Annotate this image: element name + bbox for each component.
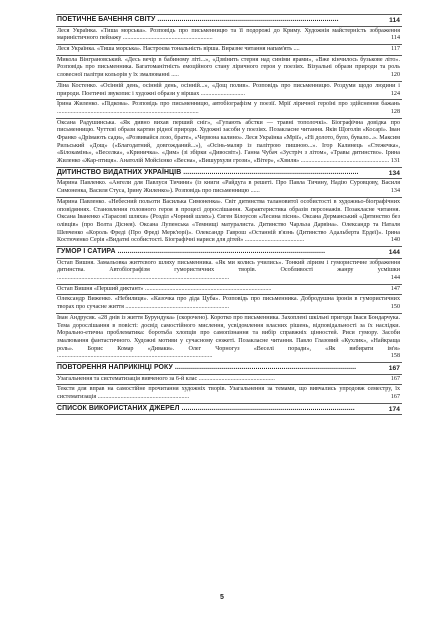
toc-entry xyxy=(56,55,402,81)
entry-text: Леся Українка. «Тиша морська». Настроєва тональність вірша. Виразне читання напам'ять .... xyxy=(57,46,300,52)
entry-text: Остап Вишня «Перший диктант» ................................................................................... xyxy=(57,285,272,292)
toc-entry xyxy=(56,313,402,362)
entry-text: Іван Андрусяк. «28 днів із життя Бурундука» (скорочено). Коротко про письменника. Захоплені шкільні пригоди Івася Бондарчука. Тема дорослішання в повісті: досвід самостійного мислення, усвідомлення власних рішень, відповідальності за їх наслідки. Морально-етична проблематика: боротьба хлопців про самопізнання та вибір справжніх цінностей. Риси гумору. Засоби змалювання фантастичного. Художні мотиви у сучасному сюжеті. Позакласне читання. Павло Глазовий «Кухлик», «Найкраща роль». Борис Комар «Диваки». Олег Чорногуз «Веселі поради», «Як вибирати ім'я» ...................................................................................................... xyxy=(57,314,400,360)
section-heading xyxy=(56,403,402,416)
entry-page-number: 128 xyxy=(390,108,400,115)
toc-entry xyxy=(56,374,402,385)
section-heading xyxy=(56,246,402,258)
entry-page-number: 167 xyxy=(388,364,400,372)
toc-entry xyxy=(56,178,402,196)
entry-page-number: 131 xyxy=(390,158,400,165)
entry-text: Олександр Виженко. «Небилиця». «Казочка про діда Цуба». Розповідь про письменника. Добродушна іронія в гумористичних творах про сучасне життя .................................................................... xyxy=(57,296,400,311)
entry-page-number: 140 xyxy=(390,237,400,244)
entry-page-number: 144 xyxy=(390,275,400,282)
entry-text: Микола Вінграновський. «Десь вечір в бабиному літі...», «Дзвінить стерня над синіми ярами», «Вже кінчилось бузькове літо». Розповідь про письменника. Багатоманітність емоційного стану ліричного героя у поезіях. Візуальні образи природи та роль словесної палітри кольорів у їх змалюванні ..... xyxy=(57,56,400,79)
toc-entry xyxy=(56,44,402,55)
toc-entry xyxy=(56,284,402,295)
entry-page-number: 120 xyxy=(390,72,400,79)
entry-page-number: 167 xyxy=(390,394,400,401)
entry-text: Ірина Жиленко. «Підкова». Розповідь про письменницю, автобіографізм у поезії. Мрії ліричної героїні про здійснення бажань ............................................................................................. xyxy=(57,101,400,115)
toc-entry xyxy=(56,81,402,99)
toc-entry xyxy=(56,99,402,117)
entry-page-number: 117 xyxy=(391,46,400,52)
toc-entry xyxy=(56,26,402,44)
toc-entry xyxy=(56,197,402,246)
entry-text: Ліна Костенко. «Осінній день, осінній день, осінній...», «Дощ полив». Розповідь про письменницю. Роздуми щодо людини і природи. Поетичні звукопис і художні образи у віршах ............................. xyxy=(57,82,400,97)
entry-text: Оксана Радушинська. «Як дивно вихав перший сніг», «Гупають абстки — травні тополочкі». Біографічна довідка про письменницю. Чуттєві образи картин рідної природи. Художні засоби у поезіях. Позакласне читання. Яків Щоголів «Косарі». Іван Франко «Дрімають сади», «Розвивайся лозо, брате», «Червона калино». Леся Українка «Мрії», «Ні долото, було, бувало...». Максим Рильський «Дощ» («Благодатний, довгожданий...»), «Осінь-маляр із палітрою пишною...». Ігор Калинець «Стежечка», «Білокамінь», «Веселка», «Криничка». «Дим» (зі збірки «Дивосвіт»). Ганна Чубач «Зустріч з літом», «Травы дитинство». Ірина Жиленко «Жар-птиця». Анатолій Мойсієнко «Весна», «Вишурхули грози», «Вітер», «Хвиля» .......................................................... xyxy=(57,119,400,165)
toc-entry xyxy=(56,294,402,312)
entry-page-number: 114 xyxy=(391,35,400,42)
table-of-contents xyxy=(56,14,402,415)
section-heading xyxy=(56,362,402,374)
entry-page-number: 114 xyxy=(389,16,400,24)
entry-page-number: 150 xyxy=(390,304,400,311)
entry-page-number: 174 xyxy=(388,405,400,413)
entry-page-number: 124 xyxy=(390,90,400,97)
entry-text: Остап Вишня. Замальовка життєвого шляху письменника. «Як ми колись учились». Тонкий ліризм і гумористичне зображення дитинства. Автобіографізм гумористичних творів. Особливості жанру усмішки ................................................................................................................. xyxy=(57,259,400,282)
entry-page-number: 134 xyxy=(390,188,400,195)
entry-text: Узагальнення та систематизація вивченого за 6-й клас .................................................. xyxy=(57,375,275,382)
entry-text: Леся Українка. «Тиша морська». Розповідь про письменницю та її подорожі до Криму. Художнія майстерність зображення мариністичного пейзажу ........................................................... xyxy=(57,27,400,42)
toc-entry xyxy=(56,258,402,284)
section-heading xyxy=(56,14,402,26)
entry-page-number: 158 xyxy=(390,353,400,360)
page-number: 5 xyxy=(220,594,224,601)
entry-page-number: 144 xyxy=(388,248,400,256)
toc-entry xyxy=(56,384,402,402)
section-title: ДИТИНСТВО ВИДАТНИХ УКРАЇНЦІВ ....................................................................................... xyxy=(57,168,359,176)
section-heading xyxy=(56,167,402,179)
section-title: СПИСОК ВИКОРИСТАНИХ ДЖЕРЕЛ ...................................................................................... xyxy=(57,404,355,412)
entry-text: Тексти для вправ на самостійне прочитання художніх творів. Узагальнення за темами, що вивчались упродовж семестру, їх систематизація ............................................................ xyxy=(57,386,400,401)
entry-text: Марина Павленко. «Ангели для Павлуся Тичини» (із книги «Райдуга в решеті. Про Павла Тичину, Надію Суровцову, Василя Симоненка, Василя Стуса, Ірину Жиленко»). Розповідь про письменницю ...... xyxy=(57,180,400,195)
entry-page-number: 167 xyxy=(390,375,400,382)
entry-page-number: 147 xyxy=(390,285,400,292)
section-title: ПОЕТИЧНЕ БАЧЕННЯ СВІТУ .......................................................................................... xyxy=(57,16,339,23)
section-title: ГУМОР І САТИРА ....................................................................................................... xyxy=(57,248,326,256)
toc-entry xyxy=(56,118,402,167)
section-title: ПОВТОРЕННЯ НАПРИКІНЦІ РОКУ .......................................................................................... xyxy=(57,364,357,372)
entry-page-number: 134 xyxy=(388,169,400,177)
entry-text: Марина Павленко. «Небесний польоти Василька Симоненка». Світ дитинства талановитої особистості в художньо-біографічних оповідяннях. Становлення головного героя в процесі дорослішання. Характеристика образів персонажів. Позакласне читання. Оксана Іваненко «Тарасові шляхи» (Розділ «Чорний шлях»). Євген Білоусов «Лесина пісня». Оксана Дерманський «Дитинство без олівців» (про Волта Діснея). Оксана Лупенська «Темнищі матуралиста. Дитинство Чарльза Дарвіна». Олександр та Наталя Шевченко «Король Фреді (Про Фреді Мерк'юрі)». Олександр Гаврош «Останній в'язнь (Дитинство Адальберта Ердеї)». Ірина Костюченко Серія «Видатні особистості. Біографічні нариси для дітей» ....................................... xyxy=(57,198,400,244)
